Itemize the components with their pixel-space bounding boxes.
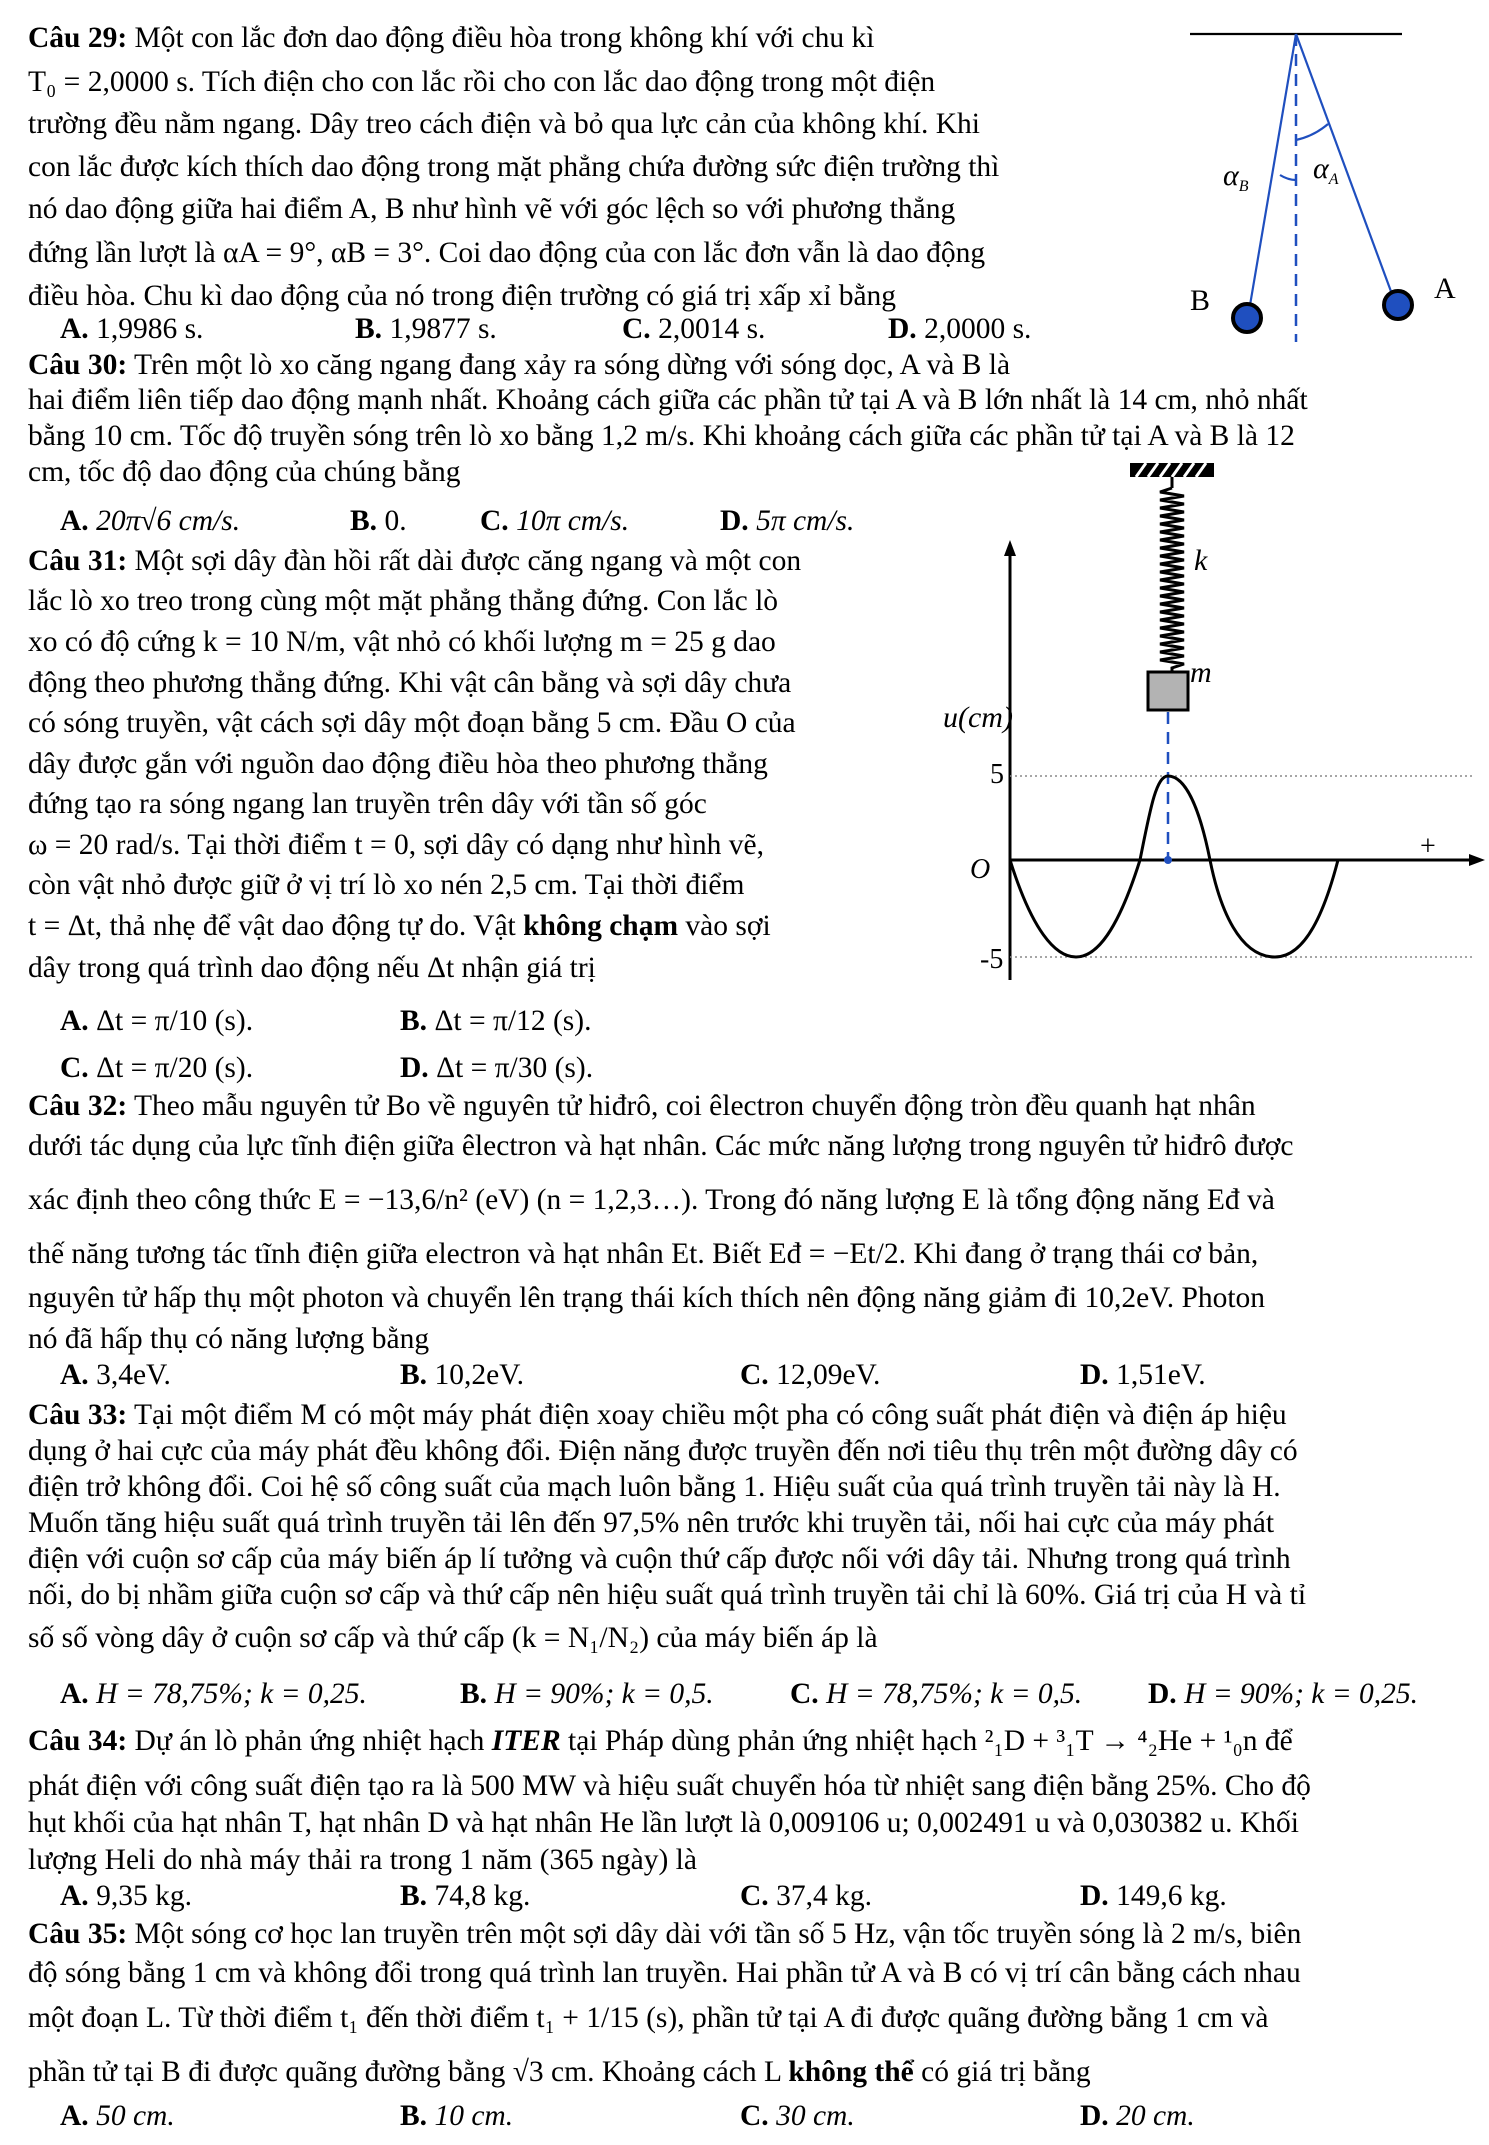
q34-line-1: Câu 34: Dự án lò phản ứng nhiệt hạch ITER tại Pháp dùng phản ứng nhiệt hạch ²₁D + ³₁T → ⁴₂He + ¹₀n để xyxy=(28,1725,1293,1757)
q29-option-c[interactable]: C. 2,0014 s. xyxy=(622,313,766,345)
q32-label: Câu 32: xyxy=(28,1090,128,1122)
q35-option-b[interactable]: B. 10 cm. xyxy=(400,2100,514,2132)
q29-option-a[interactable]: A. 1,9986 s. xyxy=(60,313,204,345)
spring-wave-figure xyxy=(943,460,1485,1000)
y-axis-label: u(cm) xyxy=(943,701,1013,734)
q35-option-d[interactable]: D. 20 cm. xyxy=(1080,2100,1195,2132)
q30-line-4: cm, tốc độ dao động của chúng bằng xyxy=(28,456,461,488)
q30-label: Câu 30: xyxy=(28,349,128,381)
q34-line-4: lượng Heli do nhà máy thải ra trong 1 năm (365 ngày) là xyxy=(28,1844,697,1876)
q34-line-2: phát điện với công suất điện tạo ra là 500 MW và hiệu suất chuyển hóa từ nhiệt sang điện bằng 25%. Cho độ xyxy=(28,1770,1311,1802)
q31-line-2: lắc lò xo treo trong cùng một mặt phẳng thẳng đứng. Con lắc lò xyxy=(28,585,779,617)
m-label: m xyxy=(1190,656,1212,689)
q33-line-1: Câu 33: Tại một điểm M có một máy phát điện xoay chiều một pha có công suất phát điện và điện áp hiệu xyxy=(28,1399,1287,1431)
point-a-label: A xyxy=(1434,272,1456,305)
y-axis-arrow xyxy=(1004,540,1016,556)
q29-line-2: T₀ = 2,0000 s. Tích điện cho con lắc rồi cho con lắc dao động trong một điện xyxy=(28,66,936,98)
q32-line-3: xác định theo công thức E = −13,6/n² (eV) (n = 1,2,3…). Trong đó năng lượng E là tổng động năng Eđ và xyxy=(28,1184,1275,1216)
q34-option-c[interactable]: C. 37,4 kg. xyxy=(740,1880,872,1912)
mass-block xyxy=(1148,672,1188,710)
angle-arc-b xyxy=(1280,175,1296,180)
q29-label: Câu 29: xyxy=(28,22,128,54)
q34-option-d[interactable]: D. 149,6 kg. xyxy=(1080,1880,1227,1912)
q31-option-c[interactable]: C. Δt = π/20 (s). xyxy=(60,1052,254,1084)
q34-line-3: hụt khối của hạt nhân T, hạt nhân D và hạt nhân He lần lượt là 0,009106 u; 0,002491 u và 0,030382 u. Khối xyxy=(28,1807,1299,1839)
plus-label: + xyxy=(1420,831,1436,862)
q31-line-3: xo có độ cứng k = 10 N/m, vật nhỏ có khối lượng m = 25 g dao xyxy=(28,626,776,658)
q32-line-5: nguyên tử hấp thụ một photon và chuyển lên trạng thái kích thích nên động năng giảm đi 10,2eV. Photon xyxy=(28,1282,1266,1314)
q31-option-a[interactable]: A. Δt = π/10 (s). xyxy=(60,1005,254,1037)
q34-label: Câu 34: xyxy=(28,1725,128,1757)
q31-line-11: dây trong quá trình dao động nếu Δt nhận giá trị xyxy=(28,952,596,984)
alpha-b-label: $\alpha_B$ xyxy=(1223,159,1249,195)
q31-line-6: dây được gắn với nguồn dao động điều hòa theo phương thẳng xyxy=(28,748,768,780)
q31-line-1: Câu 31: Một sợi dây đàn hồi rất dài được căng ngang và một con xyxy=(28,545,802,577)
q29-line-5: nó dao động giữa hai điểm A, B như hình vẽ với góc lệch so với phương thẳng xyxy=(28,193,956,225)
q33-label: Câu 33: xyxy=(28,1399,128,1431)
origin-label: O xyxy=(970,854,991,885)
q33-option-c[interactable]: C. H = 78,75%; k = 0,5. xyxy=(790,1678,1083,1710)
q35-line-2: độ sóng bằng 1 cm và không đổi trong quá trình lan truyền. Hai phần tử A và B có vị trí cân bằng cách nhau xyxy=(28,1957,1301,1989)
q32-option-d[interactable]: D. 1,51eV. xyxy=(1080,1359,1206,1391)
q33-option-d[interactable]: D. H = 90%; k = 0,25. xyxy=(1148,1678,1419,1710)
q30-line-1: Câu 30: Trên một lò xo căng ngang đang xảy ra sóng dừng với sóng dọc, A và B là xyxy=(28,349,1011,381)
y-min-label: -5 xyxy=(980,944,1004,975)
q29-line-4: con lắc được kích thích dao động trong mặt phẳng chứa đường sức điện trường thì xyxy=(28,151,1000,183)
q33-option-b[interactable]: B. H = 90%; k = 0,5. xyxy=(460,1678,714,1710)
alpha-a-label: $\alpha_A$ xyxy=(1313,152,1339,188)
q32-line-4: thế năng tương tác tĩnh điện giữa electron và hạt nhân Et. Biết Eđ = −Et/2. Khi đang ở trạng thái cơ bản, xyxy=(28,1238,1259,1270)
q30-option-c[interactable]: C. 10π cm/s. xyxy=(480,505,630,537)
q31-option-d[interactable]: D. Δt = π/30 (s). xyxy=(400,1052,594,1084)
q35-line-1: Câu 35: Một sóng cơ học lan truyền trên một sợi dây dài với tần số 5 Hz, vận tốc truyền sóng là 2 m/s, biên xyxy=(28,1918,1302,1950)
q29-option-d[interactable]: D. 2,0000 s. xyxy=(888,313,1032,345)
q30-line-3: bằng 10 cm. Tốc độ truyền sóng trên lò xo bằng 1,2 m/s. Khi khoảng cách giữa các phần tử tại A và B là 12 xyxy=(28,420,1295,452)
q33-line-5: điện với cuộn sơ cấp của máy biến áp lí tưởng và cuộn thứ cấp được nối với dây tải. Nhưng trong quá trình xyxy=(28,1543,1291,1575)
q31-option-b[interactable]: B. Δt = π/12 (s). xyxy=(400,1005,592,1037)
q33-line-4: Muốn tăng hiệu suất quá trình truyền tải lên đến 97,5% nên trước khi truyền tải, nối hai cực của máy phát xyxy=(28,1507,1275,1539)
q33-line-7: số số vòng dây ở cuộn sơ cấp và thứ cấp (k = N₁/N₂) của máy biến áp là xyxy=(28,1622,878,1654)
spring-coil xyxy=(1160,488,1184,672)
q30-option-a[interactable]: A. 20π√6 cm/s. xyxy=(60,505,241,537)
bob-a xyxy=(1384,291,1412,319)
q35-line-3: một đoạn L. Từ thời điểm t₁ đến thời điểm t₁ + 1/15 (s), phần tử tại A đi được quãng đường bằng 1 cm và xyxy=(28,2002,1269,2034)
q29-line-1: Câu 29: Một con lắc đơn dao động điều hòa trong không khí với chu kì xyxy=(28,22,875,54)
q31-label: Câu 31: xyxy=(28,545,128,577)
q33-line-2: dụng ở hai cực của máy phát đều không đổi. Điện năng được truyền đến nơi tiêu thụ trên một đường dây có xyxy=(28,1435,1298,1467)
q29-line-6: đứng lần lượt là αA = 9°, αB = 3°. Coi dao động của con lắc đơn vẫn là dao động xyxy=(28,237,986,269)
q34-option-b[interactable]: B. 74,8 kg. xyxy=(400,1880,531,1912)
angle-arc-a xyxy=(1296,124,1328,140)
q34-option-a[interactable]: A. 9,35 kg. xyxy=(60,1880,192,1912)
q33-line-6: nối, do bị nhầm giữa cuộn sơ cấp và thứ cấp nên hiệu suất quá trình truyền tải chỉ là 60%. Giá trị của H và tỉ xyxy=(28,1579,1307,1611)
q29-option-b[interactable]: B. 1,9877 s. xyxy=(355,313,497,345)
q31-line-10: t = Δt, thả nhẹ để vật dao động tự do. Vật không chạm vào sợi xyxy=(28,910,771,942)
string-to-a xyxy=(1296,34,1396,305)
q35-line-4: phần tử tại B đi được quãng đường bằng √3 cm. Khoảng cách L không thể có giá trị bằng xyxy=(28,2056,1091,2088)
q33-line-3: điện trở không đổi. Coi hệ số công suất của mạch luôn bằng 1. Hiệu suất của quá trình truyền tải này là H. xyxy=(28,1471,1281,1503)
q32-line-2: dưới tác dụng của lực tĩnh điện giữa êlectron và hạt nhân. Các mức năng lượng trong nguyên tử hiđrô được xyxy=(28,1130,1294,1162)
q30-option-d[interactable]: D. 5π cm/s. xyxy=(720,505,855,537)
q35-option-c[interactable]: C. 30 cm. xyxy=(740,2100,855,2132)
q35-option-a[interactable]: A. 50 cm. xyxy=(60,2100,175,2132)
q31-line-9: còn vật nhỏ được giữ ở vị trí lò xo nén 2,5 cm. Tại thời điểm xyxy=(28,869,745,901)
q35-label: Câu 35: xyxy=(28,1918,128,1950)
q30-line-2: hai điểm liên tiếp dao động mạnh nhất. Khoảng cách giữa các phần tử tại A và B lớn nhất là 14 cm, nhỏ nhất xyxy=(28,384,1308,416)
q32-line-1: Câu 32: Theo mẫu nguyên tử Bo về nguyên tử hiđrô, coi êlectron chuyển động tròn đều quanh hạt nhân xyxy=(28,1090,1256,1122)
wave-curve xyxy=(1010,776,1338,957)
origin-dot-at-peak xyxy=(1164,856,1172,864)
q29-line-7: điều hòa. Chu kì dao động của nó trong điện trường có giá trị xấp xỉ bằng xyxy=(28,280,897,312)
string-to-b xyxy=(1248,34,1296,317)
y-max-label: 5 xyxy=(990,759,1004,790)
q29-line-3: trường đều nằm ngang. Dây treo cách điện và bỏ qua lực cản của không khí. Khi xyxy=(28,108,980,140)
pendulum-figure xyxy=(1180,20,1480,350)
q30-option-b[interactable]: B. 0. xyxy=(350,505,407,537)
point-b-label: B xyxy=(1190,284,1211,317)
k-label: k xyxy=(1194,544,1208,577)
q32-line-6: nó đã hấp thụ có năng lượng bằng xyxy=(28,1323,430,1355)
bob-b xyxy=(1233,304,1261,332)
q31-line-8: ω = 20 rad/s. Tại thời điểm t = 0, sợi dây có dạng như hình vẽ, xyxy=(28,829,764,861)
q33-option-a[interactable]: A. H = 78,75%; k = 0,25. xyxy=(60,1678,367,1710)
q32-option-a[interactable]: A. 3,4eV. xyxy=(60,1359,171,1391)
q31-line-4: động theo phương thẳng đứng. Khi vật cân bằng và sợi dây chưa xyxy=(28,667,792,699)
q32-option-c[interactable]: C. 12,09eV. xyxy=(740,1359,881,1391)
x-axis-arrow xyxy=(1469,854,1485,866)
q31-line-7: đứng tạo ra sóng ngang lan truyền trên dây với tần số góc xyxy=(28,788,707,820)
q32-option-b[interactable]: B. 10,2eV. xyxy=(400,1359,525,1391)
q31-line-5: có sóng truyền, vật cách sợi dây một đoạn bằng 5 cm. Đầu O của xyxy=(28,707,796,739)
